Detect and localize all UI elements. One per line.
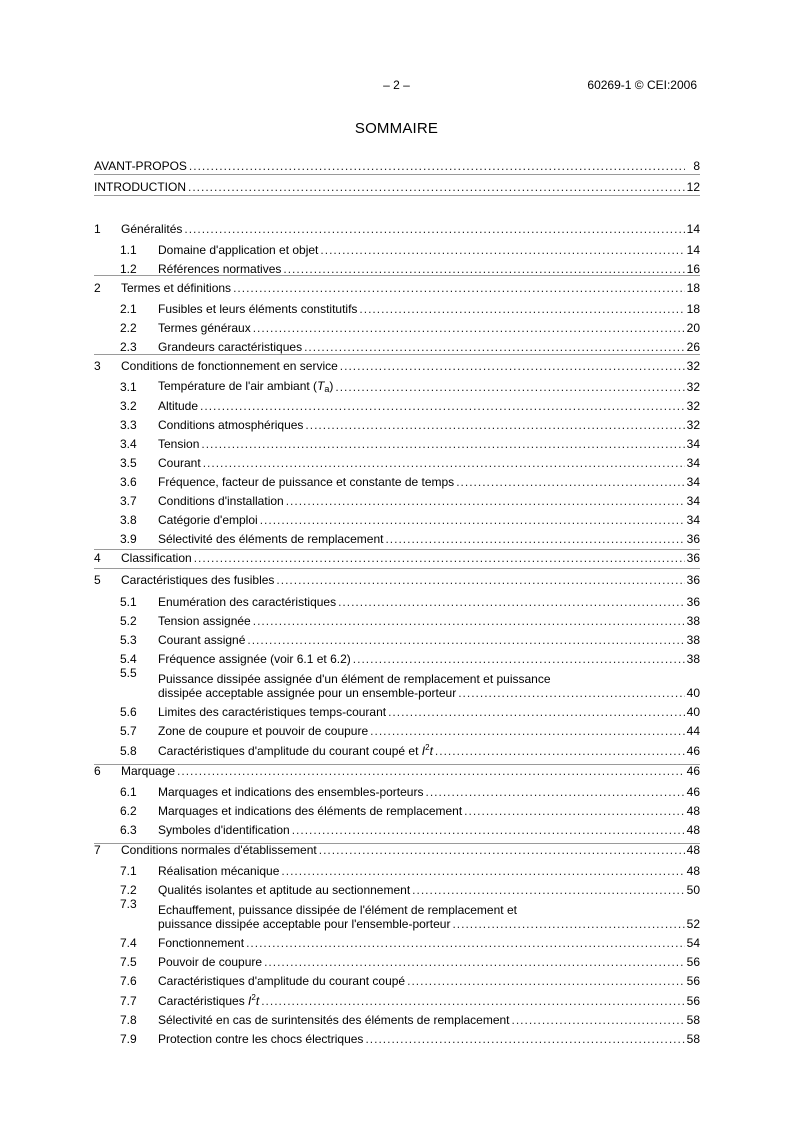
dot-leader [305, 418, 685, 432]
divider [94, 843, 700, 844]
toc-entry-1-1[interactable] [94, 236, 700, 257]
dot-leader [335, 380, 685, 394]
toc-entry-page: 26 [686, 340, 700, 354]
toc-entry-3-1[interactable] [94, 373, 700, 394]
toc-entry-title: Conditions normales d'établissement [121, 843, 317, 857]
toc-entry-page: 46 [686, 744, 700, 758]
toc-front-matter [94, 152, 700, 194]
dot-leader [200, 399, 685, 413]
toc-entry-title: Sélectivité des éléments de remplacement [158, 532, 384, 546]
dot-leader [276, 573, 685, 587]
toc-entry-title: AVANT-PROPOS [94, 159, 187, 173]
toc-entry-page: 46 [686, 764, 700, 778]
dot-leader [456, 475, 685, 489]
toc-entry-page: 32 [686, 359, 700, 373]
toc-entry-page: 14 [686, 222, 700, 236]
toc-entry-title-line1: Echauffement, puissance dissipée de l'élément de remplacement et [158, 903, 517, 917]
toc-entry-introduction[interactable] [94, 173, 700, 194]
toc-entry-number: 5.3 [120, 633, 137, 647]
toc-entry-title: Grandeurs caractéristiques [158, 340, 303, 354]
toc-entry-3-5[interactable] [94, 451, 700, 470]
toc-entry-number: 5.7 [120, 724, 137, 738]
temperature-symbol: T [317, 379, 325, 393]
toc-entry-page: 56 [686, 994, 700, 1008]
toc-entry-2-2[interactable] [94, 316, 700, 335]
toc-entry-title: Enumération des caractéristiques [158, 595, 337, 609]
toc-entry-page: 38 [686, 614, 700, 628]
toc-entry-title: Courant assigné [158, 633, 246, 647]
toc-entry-page: 58 [686, 1013, 700, 1027]
toc-entry-5-2[interactable] [94, 609, 700, 628]
toc-entry-page: 54 [686, 936, 700, 950]
toc-entry-page: 58 [686, 1032, 700, 1046]
toc-entry-number: 6.2 [120, 804, 137, 818]
toc-entry-number: 5.1 [120, 595, 137, 609]
toc-entry-3-9[interactable] [94, 527, 700, 546]
toc-entry-6-2[interactable] [94, 799, 700, 818]
exponent: 2 [425, 743, 430, 752]
toc-entry-title: Tension assignée [158, 614, 251, 628]
toc-entry-page: 48 [686, 864, 700, 878]
toc-entry-title: Marquages et indications des ensembles-porteurs [158, 785, 424, 799]
toc-entry-title: Symboles d'identification [158, 823, 290, 837]
toc-entry-page: 48 [686, 843, 700, 857]
toc-entry-title: Références normatives [158, 262, 282, 276]
toc-entry-5-4[interactable] [94, 647, 700, 666]
toc-body [94, 217, 700, 1046]
toc-entry-1[interactable] [94, 217, 700, 236]
toc-entry-number: 3.1 [120, 380, 137, 394]
toc-entry-3-4[interactable] [94, 432, 700, 451]
toc-entry-title: Marquage [121, 764, 176, 778]
dot-leader [281, 864, 685, 878]
toc-entry-number: 5.5 [120, 666, 137, 680]
page-number: – 2 – [383, 78, 410, 92]
toc-entry-title: Caractéristiques d'amplitude du courant coupé et $I^2t$ [158, 743, 433, 758]
divider [94, 354, 700, 355]
toc-entry-7-2[interactable] [94, 878, 700, 897]
toc-entry-number: 7.8 [120, 1013, 137, 1027]
toc-entry-page: 36 [686, 573, 700, 587]
toc-entry-title: Protection contre les chocs électriques [158, 1032, 364, 1046]
dot-leader [359, 302, 685, 316]
dot-leader [370, 724, 685, 738]
dot-leader [253, 321, 685, 335]
toc-entry-number: 5.8 [120, 744, 137, 758]
divider [94, 275, 700, 276]
dot-leader [320, 243, 685, 257]
toc-entry-number: 7.7 [120, 994, 137, 1008]
toc-entry-7-9[interactable] [94, 1027, 700, 1046]
toc-entry-number: 7.9 [120, 1032, 137, 1046]
toc-entry-6[interactable] [94, 758, 700, 778]
toc-entry-page: 16 [686, 262, 700, 276]
toc-entry-title: Termes et définitions [121, 281, 232, 295]
toc-entry-title: Réalisation mécanique [158, 864, 280, 878]
toc-entry-2[interactable] [94, 276, 700, 295]
toc-entry-number: 7.6 [120, 974, 137, 988]
toc-entry-title: Fréquence, facteur de puissance et constante de temps [158, 475, 455, 489]
toc-entry-title-line2: puissance dissipée acceptable pour l'ensemble-porteur [158, 917, 451, 931]
toc-entry-number: 2.1 [120, 302, 137, 316]
toc-entry-title: Sélectivité en cas de surintensités des éléments de remplacement [158, 1013, 510, 1027]
toc-entry-page: 8 [693, 159, 700, 173]
toc-entry-number: 6.1 [120, 785, 137, 799]
dot-leader [203, 456, 685, 470]
time-symbol: t [255, 994, 260, 1008]
dot-leader [184, 222, 685, 236]
dot-leader [189, 159, 685, 173]
toc-entry-title: Caractéristiques $I^2t$ [158, 993, 260, 1008]
toc-entry-page: 48 [686, 823, 700, 837]
document-reference: 60269-1 © CEI:2006 [587, 78, 697, 92]
toc-entry-page: 32 [686, 399, 700, 413]
dot-leader [425, 785, 685, 799]
toc-entry-number: 2.3 [120, 340, 137, 354]
toc-entry-title: Domaine d'application et objet [158, 243, 319, 257]
dot-leader [353, 652, 685, 666]
toc-entry-title: Conditions atmosphériques [158, 418, 304, 432]
toc-entry-title-line1: Puissance dissipée assignée d'un élément de remplacement et puissance [158, 672, 551, 686]
toc-entry-title: Température de l'air ambiant $(T_a)$ [158, 379, 334, 394]
toc-entry-number: 3.4 [120, 437, 137, 451]
toc-entry-7-3[interactable] [94, 897, 700, 931]
toc-entry-page: 40 [686, 686, 700, 700]
toc-entry-6-1[interactable] [94, 778, 700, 799]
dot-leader [319, 843, 685, 857]
dot-leader [412, 883, 685, 897]
toc-entry-page: 46 [686, 785, 700, 799]
dot-leader [188, 180, 685, 194]
divider [94, 764, 700, 765]
toc-entry-page: 32 [686, 380, 700, 394]
toc-entry-page: 14 [686, 243, 700, 257]
toc-entry-title: Tension [158, 437, 200, 451]
toc-entry-page: 20 [686, 321, 700, 335]
dot-leader [388, 705, 685, 719]
toc-entry-title-line2: dissipée acceptable assignée pour un ensemble-porteur [158, 686, 457, 700]
toc-entry-number: 3.3 [120, 418, 137, 432]
toc-entry-7-1[interactable] [94, 857, 700, 878]
toc-entry-number: 7.4 [120, 936, 137, 950]
toc-entry-page: 40 [686, 705, 700, 719]
toc-entry-page: 56 [686, 974, 700, 988]
dot-leader [260, 513, 685, 527]
toc-entry-3-3[interactable] [94, 413, 700, 432]
toc-entry-3-8[interactable] [94, 508, 700, 527]
toc-entry-5-1[interactable] [94, 587, 700, 609]
toc-entry-number: 6.3 [120, 823, 137, 837]
current-symbol: I [248, 994, 252, 1008]
dot-leader [292, 823, 685, 837]
toc-entry-title: Limites des caractéristiques temps-courant [158, 705, 387, 719]
toc-entry-7-8[interactable] [94, 1008, 700, 1027]
toc-entry-title: Marquages et indications des éléments de remplacement [158, 804, 463, 818]
dot-leader [201, 437, 685, 451]
toc-entry-title: Conditions de fonctionnement en service [121, 359, 338, 373]
toc-entry-page: 36 [686, 532, 700, 546]
toc-entry-title: Zone de coupure et pouvoir de coupure [158, 724, 369, 738]
toc-entry-number: 5.2 [120, 614, 137, 628]
dot-leader [338, 595, 685, 609]
dot-leader [385, 532, 685, 546]
dot-leader [435, 744, 685, 758]
toc-entry-page: 32 [686, 418, 700, 432]
toc-entry-5-7[interactable] [94, 719, 700, 738]
toc-entry-5-6[interactable] [94, 700, 700, 719]
toc-entry-3-6[interactable] [94, 470, 700, 489]
toc-entry-number: 3.7 [120, 494, 137, 508]
toc-entry-avant-propos[interactable] [94, 152, 700, 173]
toc-entry-page: 52 [686, 917, 700, 931]
toc-entry-title: Caractéristiques des fusibles [121, 573, 275, 587]
toc-entry-title: Termes généraux [158, 321, 251, 335]
toc-entry-number: 1.2 [120, 262, 137, 276]
toc-entry-number: 3.8 [120, 513, 137, 527]
toc-entry-number: 7.3 [120, 897, 137, 911]
time-symbol: t [429, 744, 433, 758]
toc-entry-title: Caractéristiques d'amplitude du courant coupé [158, 974, 406, 988]
divider [94, 195, 700, 196]
dot-leader [512, 1013, 685, 1027]
toc-entry-number: 3 [94, 359, 101, 373]
divider [94, 174, 700, 175]
toc-entry-page: 18 [686, 302, 700, 316]
dot-leader [177, 764, 685, 778]
toc-entry-7-4[interactable] [94, 931, 700, 950]
toc-entry-title: Altitude [158, 399, 199, 413]
dot-leader [365, 1032, 685, 1046]
toc-entry-title: Conditions d'installation [158, 494, 284, 508]
toc-entry-number: 4 [94, 551, 101, 565]
toc-entry-number: 1.1 [120, 243, 137, 257]
dot-leader [458, 686, 685, 700]
dot-leader [286, 494, 685, 508]
toc-entry-5-8[interactable] [94, 738, 700, 758]
dot-leader [253, 614, 685, 628]
dot-leader [247, 633, 685, 647]
divider [94, 568, 700, 569]
toc-entry-title: Fréquence assignée (voir 6.1 et 6.2) [158, 652, 351, 666]
toc-entry-7-7[interactable] [94, 988, 700, 1008]
toc-entry-2-3[interactable] [94, 335, 700, 354]
toc-entry-page: 34 [686, 437, 700, 451]
dot-leader [261, 994, 685, 1008]
toc-entry-6-3[interactable] [94, 818, 700, 837]
toc-entry-number: 5 [94, 573, 101, 587]
toc-entry-page: 44 [686, 724, 700, 738]
toc-entry-number: 5.4 [120, 652, 137, 666]
toc-entry-number: 7.1 [120, 864, 137, 878]
toc-entry-title: Fusibles et leurs éléments constitutifs [158, 302, 358, 316]
toc-entry-page: 34 [686, 475, 700, 489]
toc-entry-page: 12 [686, 180, 700, 194]
toc-entry-number: 2 [94, 281, 101, 295]
toc-entry-title: Courant [158, 456, 201, 470]
page-title: SOMMAIRE [354, 120, 439, 137]
dot-leader [194, 551, 685, 565]
dot-leader [233, 281, 685, 295]
toc-entry-page: 38 [686, 633, 700, 647]
toc-entry-page: 34 [686, 494, 700, 508]
toc-entry-number: 3.9 [120, 532, 137, 546]
toc-entry-5-5[interactable] [94, 666, 700, 700]
toc-entry-page: 36 [686, 551, 700, 565]
dot-leader [452, 917, 685, 931]
toc-entry-title: INTRODUCTION [94, 180, 186, 194]
temperature-subscript: a [324, 384, 330, 394]
toc-entry-7-5[interactable] [94, 950, 700, 969]
dot-leader [283, 262, 685, 276]
toc-entry-title: Qualités isolantes et aptitude au sectionnement [158, 883, 411, 897]
toc-entry-page: 36 [686, 595, 700, 609]
toc-entry-number: 3.6 [120, 475, 137, 489]
toc-entry-number: 7.5 [120, 955, 137, 969]
dot-leader [304, 340, 685, 354]
dot-leader [340, 359, 685, 373]
toc-entry-title: Catégorie d'emploi [158, 513, 258, 527]
current-symbol: I [421, 744, 426, 758]
toc-entry-page: 50 [686, 883, 700, 897]
toc-entry-2-1[interactable] [94, 295, 700, 316]
toc-entry-page: 48 [686, 804, 700, 818]
toc-entry-number: 7 [94, 843, 101, 857]
dot-leader [464, 804, 685, 818]
toc-entry-7-6[interactable] [94, 969, 700, 988]
toc-entry-3[interactable] [94, 354, 700, 373]
toc-entry-number: 6 [94, 764, 101, 778]
exponent: 2 [251, 993, 256, 1002]
dot-leader [407, 974, 685, 988]
dot-leader [264, 955, 685, 969]
toc-entry-3-2[interactable] [94, 394, 700, 413]
toc-entry-1-2[interactable] [94, 257, 700, 276]
toc-entry-number: 3.2 [120, 399, 137, 413]
toc-entry-page: 56 [686, 955, 700, 969]
toc-entry-title: Pouvoir de coupure [158, 955, 263, 969]
toc-entry-page: 38 [686, 652, 700, 666]
toc-entry-5-3[interactable] [94, 628, 700, 647]
toc-entry-page: 34 [686, 456, 700, 470]
toc-entry-number: 1 [94, 222, 101, 236]
toc-entry-3-7[interactable] [94, 489, 700, 508]
toc-entry-number: 7.2 [120, 883, 137, 897]
dot-leader [246, 936, 685, 950]
toc-entry-number: 3.5 [120, 456, 137, 470]
toc-entry-page: 34 [686, 513, 700, 527]
toc-entry-page: 18 [686, 281, 700, 295]
toc-entry-number: 2.2 [120, 321, 137, 335]
divider [94, 549, 700, 550]
toc-entry-number: 5.6 [120, 705, 137, 719]
toc-entry-title: Fonctionnement [158, 936, 245, 950]
toc-entry-title: Généralités [121, 222, 183, 236]
page-header [0, 78, 793, 94]
toc-entry-title: Classification [121, 551, 192, 565]
toc-entry-7[interactable] [94, 837, 700, 857]
